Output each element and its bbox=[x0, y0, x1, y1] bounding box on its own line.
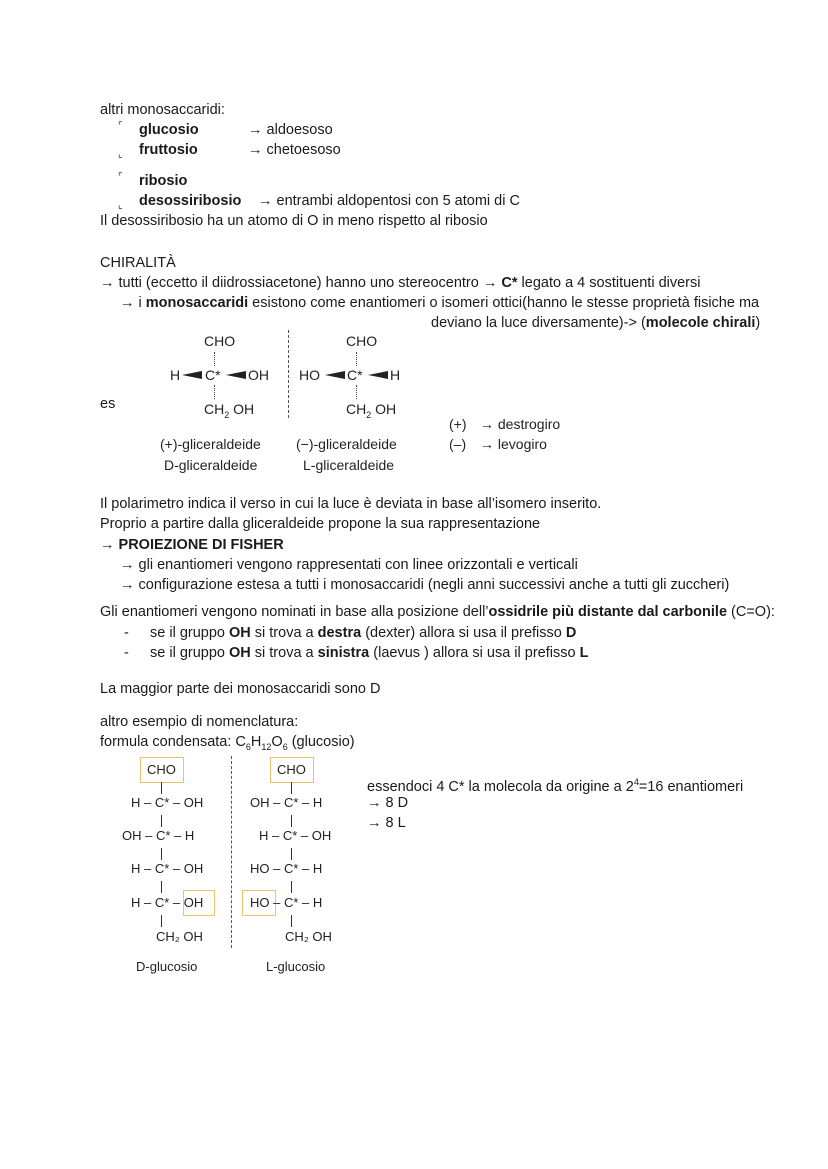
cho-group: CHO bbox=[346, 333, 378, 349]
dashed-bond bbox=[214, 385, 215, 399]
fisher-title: → PROIEZIONE DI FISHER bbox=[100, 537, 284, 553]
glucosio-label: glucosio bbox=[139, 122, 199, 138]
naming-line: Gli enantiomeri vengono nominati in base alla posizione dell’ossidrile più distante dal carbonile (C=O): bbox=[100, 604, 775, 620]
chirality-heading: CHIRALITÀ bbox=[100, 255, 176, 271]
dash-bullet: - bbox=[124, 645, 129, 661]
dashed-bond bbox=[356, 352, 357, 366]
mirror-line bbox=[288, 330, 289, 418]
chiral-carbon: C* bbox=[205, 367, 221, 383]
fisher-bullet2: → configurazione estesa a tutti i monosaccaridi (negli anni successivi anche a tutti gli zuccheri) bbox=[120, 577, 730, 593]
fisher-row: CH₂ OH bbox=[285, 929, 332, 944]
vertical-bond bbox=[291, 915, 292, 927]
fisher-row: HO – C* – H bbox=[250, 895, 323, 910]
name-d: D-gliceraldeide bbox=[164, 457, 258, 473]
wedge-bond-icon bbox=[325, 369, 347, 381]
cho-group: CHO bbox=[204, 333, 236, 349]
bracket-bottom-corner: ⌞ bbox=[118, 149, 123, 160]
l-glucose-name: L-glucosio bbox=[266, 959, 326, 974]
legend-minus-sign: (–) bbox=[449, 436, 467, 452]
vertical-bond bbox=[161, 782, 162, 794]
bracket-top-corner: ⌜ bbox=[118, 121, 123, 132]
desossiribosio-label: desossiribosio bbox=[139, 193, 242, 209]
polarimeter-line1: Il polarimetro indica il verso in cui la luce è deviata in base all’isomero inserito. bbox=[100, 496, 602, 512]
desossiribosio-note: Il desossiribosio ha un atomo di O in meno rispetto al ribosio bbox=[100, 213, 488, 229]
oh-group: OH bbox=[248, 367, 269, 383]
naming-item-l: se il gruppo OH si trova a sinistra (laevus ) allora si usa il prefisso L bbox=[150, 645, 589, 661]
wedge-bond-icon bbox=[226, 369, 248, 381]
es-label: es bbox=[100, 396, 116, 412]
bracket-bottom-corner: ⌞ bbox=[118, 200, 123, 211]
bracket-top-corner: ⌜ bbox=[118, 172, 123, 183]
fisher-row: OH – C* – H bbox=[250, 795, 323, 810]
ch2oh-group: $CH_2$ OH bbox=[346, 401, 397, 420]
enantiomer-explanation: essendoci 4 C* la molecola da origine a $2^4=16$ enantiomeri bbox=[367, 777, 744, 795]
ribosio-label: ribosio bbox=[139, 173, 188, 189]
name-l: L-gliceraldeide bbox=[303, 457, 395, 473]
vertical-bond bbox=[161, 915, 162, 927]
count-l: → 8 L bbox=[367, 815, 406, 831]
fisher-row: HO – C* – H bbox=[250, 861, 323, 876]
fisher-row: CH₂ OH bbox=[156, 929, 203, 944]
dashed-bond bbox=[356, 385, 357, 399]
fisher-row: CHO bbox=[147, 762, 176, 777]
dash-bullet: - bbox=[124, 625, 129, 641]
fruttosio-desc: → chetoesoso bbox=[248, 142, 341, 158]
fisher-row: H – C* – OH bbox=[259, 828, 332, 843]
d-glucose-name: D-glucosio bbox=[136, 959, 198, 974]
fruttosio-label: fruttosio bbox=[139, 142, 198, 158]
legend-minus-text: → levogiro bbox=[480, 436, 547, 452]
fisher-row: H – C* – OH bbox=[131, 795, 204, 810]
intro-text: altri monosaccaridi: bbox=[100, 102, 225, 118]
polarimeter-line2: Proprio a partire dalla gliceraldeide propone la sua rappresentazione bbox=[100, 516, 541, 532]
h-atom: H bbox=[390, 367, 401, 383]
legend-plus-sign: (+) bbox=[449, 416, 467, 432]
chirality-line1: → tutti (eccetto il diidrossiacetone) hanno uno stereocentro → C* legato a 4 sostituenti diversi bbox=[100, 275, 701, 291]
legend-plus-text: → destrogiro bbox=[480, 416, 561, 432]
h-atom: H bbox=[170, 367, 181, 383]
vertical-bond bbox=[291, 815, 292, 827]
name-plus: (+)-gliceraldeide bbox=[160, 436, 261, 452]
chiral-carbon: C* bbox=[347, 367, 363, 383]
count-d: → 8 D bbox=[367, 795, 409, 811]
wedge-bond-icon bbox=[182, 369, 204, 381]
desossiribosio-desc: → entrambi aldopentosi con 5 atomi di C bbox=[258, 193, 520, 209]
vertical-bond bbox=[291, 782, 292, 794]
chirality-line3: deviano la luce diversamente)-> (molecole chirali) bbox=[431, 315, 761, 331]
dashed-bond bbox=[214, 352, 215, 366]
name-minus: (−)-gliceraldeide bbox=[296, 436, 397, 452]
majority-note: La maggior parte dei monosaccaridi sono D bbox=[100, 681, 381, 697]
vertical-bond bbox=[291, 881, 292, 893]
naming-item-d: se il gruppo OH si trova a destra (dexter) allora si usa il prefisso D bbox=[150, 625, 577, 641]
mirror-line bbox=[231, 756, 232, 948]
fisher-row: OH – C* – H bbox=[122, 828, 195, 843]
vertical-bond bbox=[161, 881, 162, 893]
chirality-line2: → i monosaccaridi esistono come enantiomeri o isomeri ottici(hanno le stesse proprietà fisiche ma bbox=[120, 295, 760, 311]
glucose-intro: altro esempio di nomenclatura: bbox=[100, 714, 299, 730]
fisher-bullet1: → gli enantiomeri vengono rappresentati con linee orizzontali e verticali bbox=[120, 557, 578, 573]
vertical-bond bbox=[291, 848, 292, 860]
fisher-row: CHO bbox=[277, 762, 306, 777]
glucosio-desc: → aldoesoso bbox=[248, 122, 333, 138]
ho-group: HO bbox=[299, 367, 320, 383]
vertical-bond bbox=[161, 815, 162, 827]
glucose-formula: formula condensata: $C_6H_{12}O_6$ (glucosio) bbox=[100, 734, 355, 752]
vertical-bond bbox=[161, 848, 162, 860]
ch2oh-group: $CH_2$ OH bbox=[204, 401, 255, 420]
fisher-row: H – C* – OH bbox=[131, 895, 204, 910]
fisher-row: H – C* – OH bbox=[131, 861, 204, 876]
wedge-bond-icon bbox=[368, 369, 390, 381]
